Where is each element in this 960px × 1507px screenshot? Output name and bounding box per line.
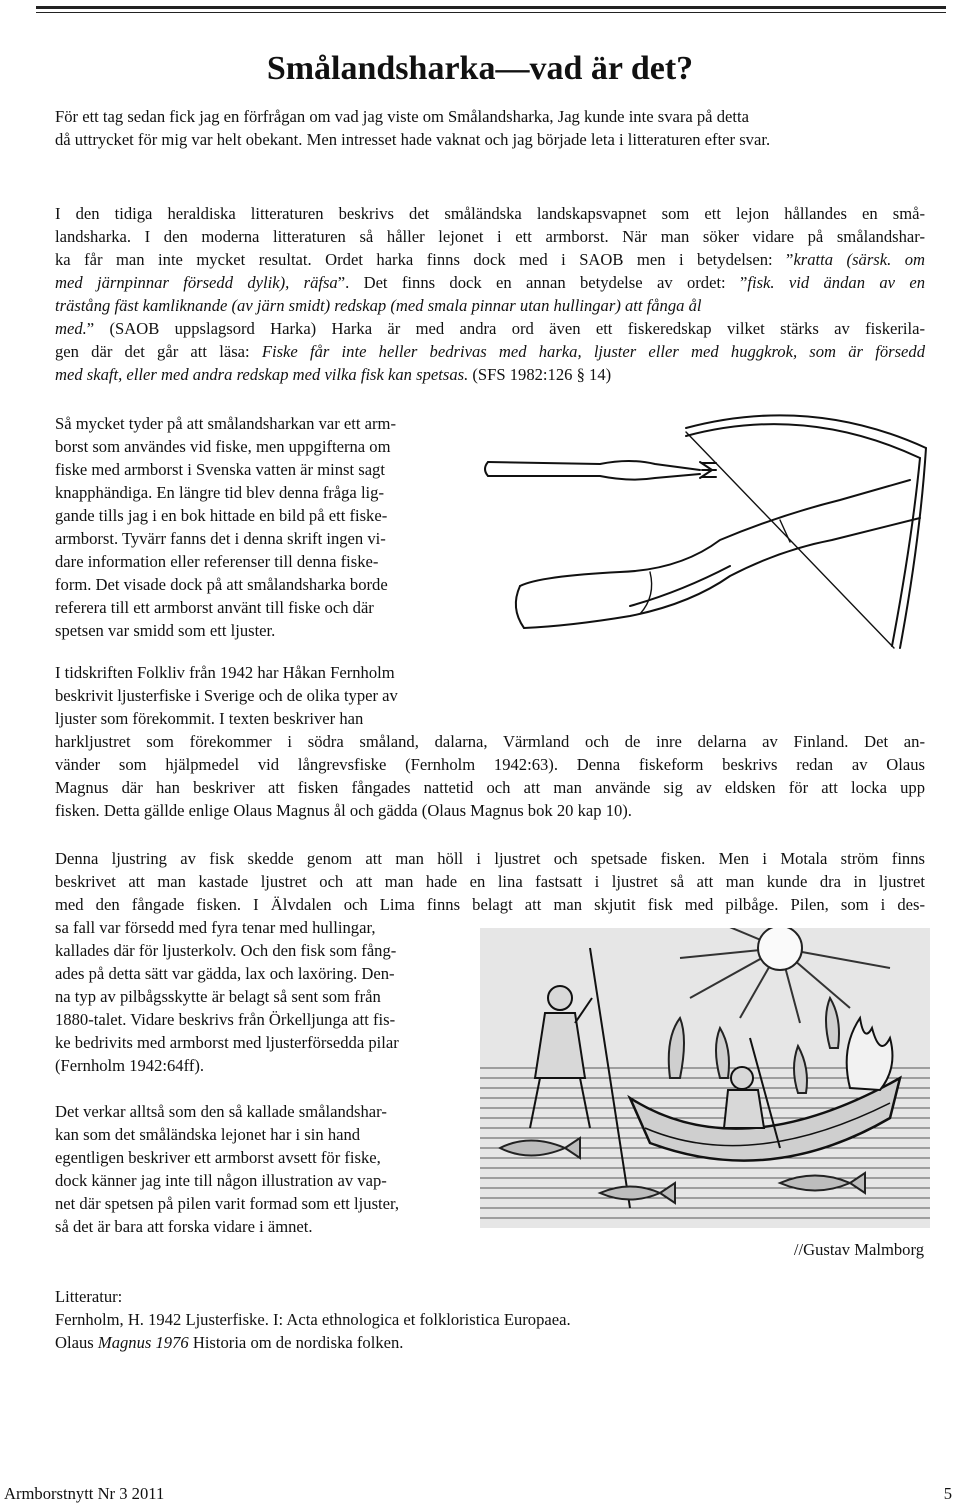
text-line: landsharka. I den moderna litteraturen så håller lejonet i ett armborst. När man söker vidare på smålandshar- [55,227,925,246]
text-line: form. Det visade dock på att smålandsharka borde [55,575,388,594]
references-heading: Litteratur: [55,1287,123,1306]
text-line: referera till ett armborst använt till fiske och där [55,598,374,617]
header-rule-thick [36,6,946,9]
text-line: fiske med armborst i Svenska vatten är minst sagt [55,460,385,479]
text-line: ka får man inte mycket resultat. Ordet harka finns dock med i SAOB men i betydelsen: ”kratta (särsk. om [55,250,925,269]
text-line: kallades där för ljusterkolv. Och den fisk som fång- [55,941,397,960]
crossbow-illustration [480,400,930,670]
text-line: I den tidiga heraldiska litteraturen beskrivs det småländska landskapsvapnet som ett lejon hållandes en små- [55,204,925,223]
author-signature: //Gustav Malmborg [793,1240,924,1259]
text-line: egentligen beskriver ett armborst avsett för fiske, [55,1148,381,1167]
text-line: så det är bara att forska vidare i ämnet. [55,1217,313,1236]
footer-page-number: 5 [943,1484,952,1503]
text-line: armborst. Tyvärr fanns det i denna skrift ingen vi- [55,529,386,548]
text-line: Det verkar alltså som den så kallade smålandshar- [55,1102,387,1121]
text-line: 1880-talet. Vidare beskrivs från Örkelljunga att fis- [55,1010,396,1029]
text-line: ljuster som förekommit. I texten beskriver han [55,709,364,728]
text-line: I tidskriften Folkliv från 1942 har Håkan Fernholm [55,663,395,682]
text-line: sa fall var försedd med fyra tenar med hullingar, [55,918,376,937]
text-line: med.” (SAOB uppslagsord Harka) Harka är med andra ord även ett fiskeredskap vilket stärks av fiskerila- [55,319,925,338]
paragraph-conclusion [55,1100,475,1238]
text-line: gen där det går att läsa: Fiske får inte heller bedrivas med harka, ljuster eller med huggkrok, som är försedd [55,342,925,361]
text-line: (Fernholm 1942:64ff). [55,1056,205,1075]
text-line: med skaft, eller med andra redskap med vilka fisk kan spetsas. (SFS 1982:126 § 14) [55,365,612,384]
text-line: ades på detta sätt var gädda, lax och laxöring. Den- [55,964,395,983]
text-line: kan som det småländska lejonet har i sin hand [55,1125,361,1144]
text-line: borst som användes vid fiske, men uppgifterna om [55,437,391,456]
text-line: då uttrycket för mig var helt obekant. Men intresset hade vaknat och jag började leta i litteraturen efter svar. [55,130,771,149]
paragraph-crossbow [55,412,465,642]
text-line: vänder som hjälpmedel vid långrevsfiske (Fernholm 1942:63). Denna fiskeform beskrivs redan av Olaus [55,755,925,774]
paragraph-intro [55,105,925,151]
text-line: fisken. Detta gällde enlige Olaus Magnus ål och gädda (Olaus Magnus bok 20 kap 10). [55,801,632,820]
text-line: beskrivet att man kastade ljustret och att man hade en lina fastsatt i ljustret så att man kunde dra in ljustret [55,872,925,891]
text-line: knapphändiga. En längre tid blev denna fråga lig- [55,483,384,502]
text-line: net där spetsen på pilen varit formad som ett ljuster, [55,1194,400,1213]
text-line: med järnpinnar försedd dylik), räfsa”. Det finns dock en annan betydelse av ordet: ”fisk. vid ändan av en [55,273,925,292]
text-line: För ett tag sedan fick jag en förfrågan om vad jag viste om Smålandsharka, Jag kunde inte svara på detta [55,107,749,126]
footer-publication: Armborstnytt Nr 3 2011 [4,1484,165,1503]
page-title: Smålandsharka—vad är det? [266,50,694,87]
text-line: Denna ljustring av fisk skedde genom att man höll i ljustret och spetsade fisken. Men i Motala ström finns [55,849,925,868]
paragraph-folkliv [55,661,925,822]
text-line: beskrivit ljusterfiske i Sverige och de olika typer av [55,686,398,705]
text-line: harkljustret som förekommer i södra småland, dalarna, Värmland och de inre delarna av Finland. Det an- [55,732,925,751]
references [55,1285,925,1354]
text-line: Så mycket tyder på att smålandsharkan var ett arm- [55,414,396,433]
text-line: spetsen var smidd som ett ljuster. [55,621,276,640]
text-line: gande tills jag i en bok hittade en bild på ett fiske- [55,506,388,525]
text-line: na typ av pilbågsskytte är belagt så sent som från [55,987,381,1006]
header-rule-thin [36,12,946,13]
text-line: med den fångade fisken. I Älvdalen och Lima finns belagt att man skjutit fisk med pilbåge. Pilen, som i des- [55,895,925,914]
text-line: dock känner jag inte till någon illustration av vap- [55,1171,387,1190]
text-line: ke bedrivits med armborst med ljusterförsedda pilar [55,1033,399,1052]
reference-item: Olaus Magnus 1976 Historia om de nordiska folken. [55,1333,404,1352]
paragraph-heraldry [55,202,925,386]
text-line: Magnus där han beskriver att fisken fångades nattetid och att man använde sig av eldsken för att locka upp [55,778,925,797]
text-line: trästång fäst kamliknande (av järn smidt) redskap (med smala pinnar utan hullingar) att fånga ål [55,296,702,315]
reference-item: Fernholm, H. 1942 Ljusterfiske. I: Acta ethnologica et folkloristica Europaea. [55,1310,571,1329]
text-line: dare information eller referenser till denna fiske- [55,552,379,571]
woodcut-fishing-illustration [480,928,930,1228]
